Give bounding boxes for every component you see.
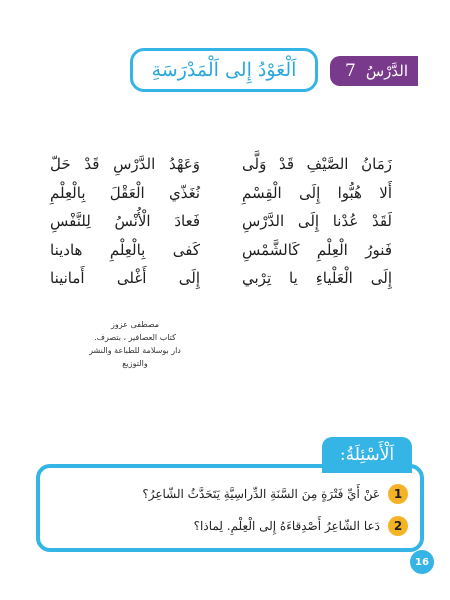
lesson-badge [330, 56, 418, 86]
poem-verse: أَلا هُبُّوا إِلَى الْقِسْمِ [242, 183, 392, 202]
question-text: عَنْ أَيِّ فَتْرَةٍ مِنَ السَّنَةِ الدِّراسِيَّةِ يَتَحَدَّثُ الشّاعِرُ؟ [142, 487, 380, 501]
poem-verse: فَنورُ الْعِلْمِ كَالشَّمْسِ [242, 240, 392, 259]
poem-verse: إِلَى أَغْلى أَمانينا [50, 269, 200, 287]
poem-verse: إِلَى الْعَلْياءِ يا تِرْبي [242, 269, 392, 287]
source-book: كتاب العصافير ، بتصرف. [94, 333, 176, 342]
questions-heading-tab [322, 437, 412, 473]
lesson-title-box [130, 48, 318, 92]
poem-left-column [50, 150, 200, 293]
poem-verse: نُغَذّي الْعَقْلَ بِالْعِلْمِ [50, 183, 200, 202]
question-number: 1 [388, 484, 408, 504]
poem-verse: وَعَهْدُ الدَّرْسِ قَدْ حَلّ [50, 155, 200, 173]
question-item [194, 516, 408, 536]
poem-source [80, 318, 190, 370]
questions-heading: اَلْأَسْئِلَةُ: [339, 445, 395, 465]
lesson-number: 7 [345, 61, 356, 81]
question-number: 2 [388, 516, 408, 536]
source-publisher: دار بوسلامة للطباعة والنشر والتوزيع [89, 346, 181, 368]
lesson-title: اَلْعَوْدُ إِلى اَلْمَدْرَسَةِ [151, 59, 297, 81]
source-author: مصطفى عزوز [111, 320, 159, 329]
question-item [142, 484, 408, 504]
questions-box [36, 464, 424, 552]
poem-verse: زَمَانُ الصَّيْفِ قَدْ وَلَّى [242, 155, 392, 173]
question-text: دَعا الشّاعِرُ أَصْدِقاءَهُ إِلى الْعِلْمِ. لِماذا؟ [193, 519, 380, 533]
page-number: 16 [410, 550, 434, 574]
poem-verse: لَقَدْ عُدْنا إِلَى الدَّرْسِ [242, 212, 392, 230]
poem-right-column [242, 150, 392, 293]
poem-verse: فَعادَ الْأُنْسُ لِلنَّفْسِ [50, 212, 200, 230]
lesson-label: الدَّرْسُ [365, 62, 408, 80]
poem-verse: كَفى بِالْعِلْمِ هادينا [50, 240, 200, 259]
